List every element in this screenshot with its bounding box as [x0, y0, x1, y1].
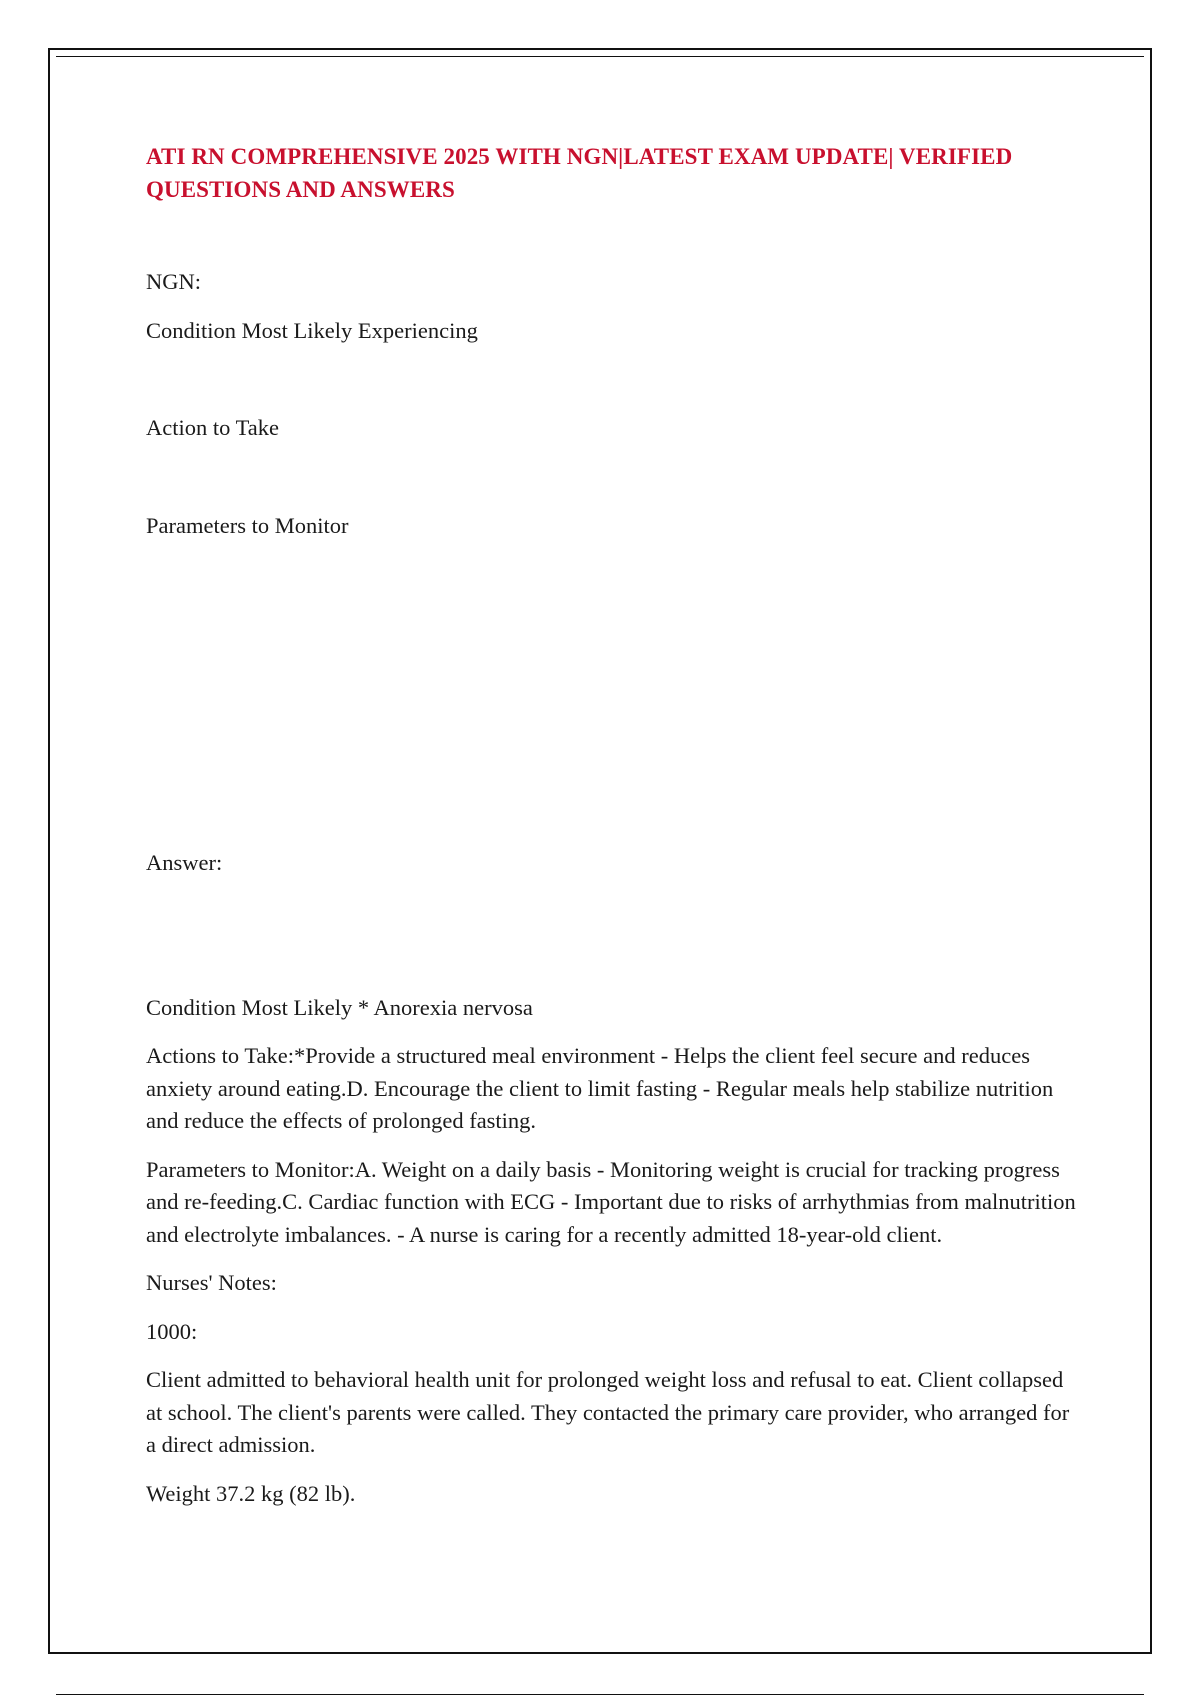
condition-heading: Condition Most Likely Experiencing: [146, 317, 478, 343]
weight-text: Weight 37.2 kg (82 lb).: [146, 1480, 356, 1506]
document-content: [146, 140, 1076, 1510]
answer-label: Answer:: [146, 850, 223, 875]
top-rule: [56, 56, 1144, 57]
bottom-rule: [56, 1694, 1144, 1695]
condition-answer: Condition Most Likely * Anorexia nervosa: [146, 994, 533, 1020]
ngn-label: NGN:: [146, 269, 201, 294]
document-title: ATI RN COMPREHENSIVE 2025 WITH NGN|LATEST EXAM UPDATE| VERIFIED QUESTIONS AND ANSWERS: [146, 144, 1013, 202]
action-heading: Action to Take: [146, 415, 279, 440]
nurses-notes-label: Nurses' Notes:: [146, 1270, 277, 1295]
parameters-heading: Parameters to Monitor: [146, 512, 349, 538]
note-text: Client admitted to behavioral health unit for prolonged weight loss and refusal to eat. Client collapsed at school. The client's parents were called. They contacted the primary care provider, who arranged for a direct admission.: [146, 1367, 1070, 1457]
parameters-answer: Parameters to Monitor:A. Weight on a daily basis - Monitoring weight is crucial for tracking progress and re-feeding.C. Cardiac function with ECG - Important due to risks of arrhythmias from malnutrition and electrolyte imbalances. - A nurse is caring for a recently admitted 18-year-old client.: [146, 1156, 1076, 1247]
time-label: 1000:: [146, 1318, 198, 1344]
actions-answer: Actions to Take:*Provide a structured meal environment - Helps the client feel secure and reduces anxiety around eating.D. Encourage the client to limit fasting - Regular meals help stabilize nutrition and reduce the effects of prolonged fasting.: [146, 1043, 1054, 1133]
